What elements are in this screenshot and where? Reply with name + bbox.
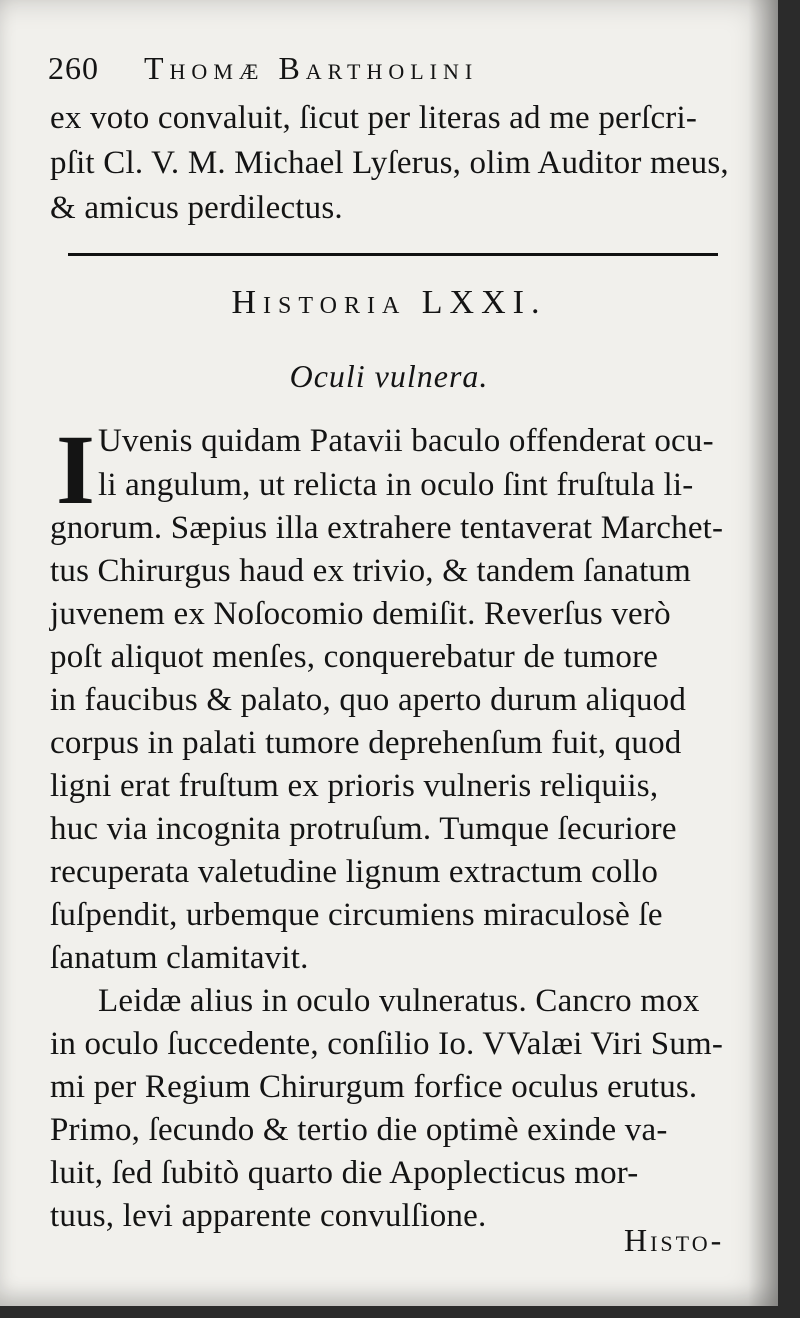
text-line: Leidæ alius in oculo vulneratus. Cancro mox xyxy=(98,983,700,1019)
text-line: pſit Cl. V. M. Michael Lyſerus, olim Auditor meus, xyxy=(50,145,729,181)
text-line: in oculo ſuccedente, conſilio Io. VValæi Viri Sum- xyxy=(50,1026,724,1062)
section-divider xyxy=(68,253,718,256)
text-line: Uvenis quidam Patavii baculo offenderat ocu- xyxy=(98,423,714,459)
page-edge-shadow xyxy=(748,0,778,1306)
text-line: gnorum. Sæpius illa extrahere tentaverat Marchet- xyxy=(50,510,724,546)
text-line: ligni erat fruſtum ex prioris vulneris reliquiis, xyxy=(50,768,659,804)
text-line: tus Chirurgus haud ex trivio, & tandem ſanatum xyxy=(50,553,692,589)
text-line: poſt aliquot menſes, conquerebatur de tumore xyxy=(50,639,659,675)
text-line: luit, ſed ſubitò quarto die Apoplecticus mor- xyxy=(50,1155,639,1191)
text-line: huc via incognita protruſum. Tumque ſecuriore xyxy=(50,811,677,847)
catchword: Histo- xyxy=(624,1222,725,1258)
text-line: juvenem ex Noſocomio demiſit. Reverſus verò xyxy=(50,596,671,632)
text-line: ex voto convaluit, ſicut per literas ad me perſcri- xyxy=(50,100,698,136)
text-line: in faucibus & palato, quo aperto durum aliquod xyxy=(50,682,687,718)
text-line: li angulum, ut relicta in oculo ſint fruſtula li- xyxy=(98,467,694,503)
text-line: ſanatum clamitavit. xyxy=(50,940,309,976)
text-line: mi per Regium Chirurgum forfice oculus erutus. xyxy=(50,1069,698,1105)
section-subheading: Oculi vulnera. xyxy=(289,358,489,394)
running-head xyxy=(48,50,478,87)
text-line: Primo, ſecundo & tertio die optimè exinde va- xyxy=(50,1112,668,1148)
text-line: tuus, levi apparente convulſione. xyxy=(50,1198,487,1234)
text-line: recuperata valetudine lignum extractum collo xyxy=(50,854,659,890)
page-number: 260 xyxy=(48,50,99,86)
running-title: Thomæ Bartholini xyxy=(144,50,479,86)
text-line: ſuſpendit, urbemque circumiens miraculosè ſe xyxy=(50,897,663,933)
text-line: corpus in palati tumore deprehenſum fuit, quod xyxy=(50,725,682,761)
drop-cap: I xyxy=(56,414,95,525)
text-line: & amicus perdilectus. xyxy=(50,190,343,226)
section-heading: Historia LXXI. xyxy=(231,284,547,321)
